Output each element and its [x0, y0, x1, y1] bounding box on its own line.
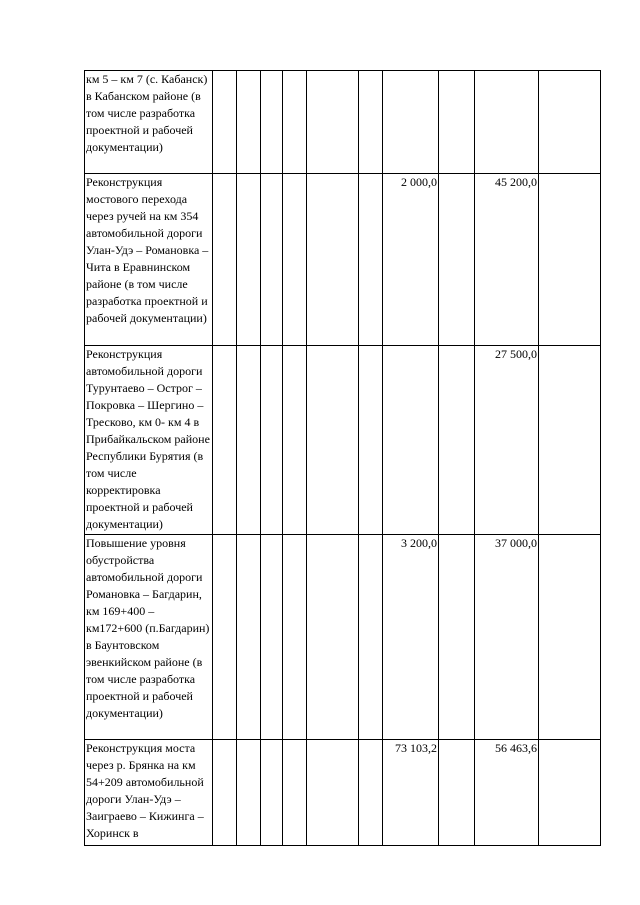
table-row — [85, 346, 601, 535]
empty-cell — [283, 71, 307, 174]
empty-cell — [359, 346, 383, 535]
empty-cell — [261, 740, 283, 846]
row-description: Повышение уровня обустройства автомобильной дороги Романовка – Багдарин, км 169+400 – км172+600 (п.Багдарин) в Баунтовском эвенкийском районе (в том числе разработка проектной и рабочей документации) — [85, 535, 213, 740]
empty-cell — [439, 346, 475, 535]
empty-cell — [237, 71, 261, 174]
empty-cell — [261, 535, 283, 740]
empty-cell — [213, 71, 237, 174]
row-description: Реконструкция моста через р. Брянка на км 54+209 автомобильной дороги Улан-Удэ – Заиграево – Кижинга – Хоринск в — [85, 740, 213, 846]
empty-cell — [307, 346, 359, 535]
empty-cell — [307, 174, 359, 346]
empty-cell — [307, 740, 359, 846]
empty-cell — [213, 740, 237, 846]
empty-cell — [539, 535, 601, 740]
empty-cell — [359, 174, 383, 346]
row-description: км 5 – км 7 (с. Кабанск) в Кабанском районе (в том числе разработка проектной и рабочей документации) — [85, 71, 213, 174]
empty-cell — [539, 71, 601, 174]
empty-cell — [307, 535, 359, 740]
empty-cell — [237, 740, 261, 846]
empty-cell — [539, 740, 601, 846]
amount-cell: 73 103,2 — [383, 740, 439, 846]
empty-cell — [439, 740, 475, 846]
empty-cell — [261, 346, 283, 535]
empty-cell — [439, 174, 475, 346]
budget-table — [84, 70, 601, 846]
amount-cell: 56 463,6 — [475, 740, 539, 846]
empty-cell — [359, 535, 383, 740]
empty-cell — [439, 71, 475, 174]
empty-cell — [359, 740, 383, 846]
empty-cell — [283, 174, 307, 346]
empty-cell — [237, 346, 261, 535]
empty-cell — [237, 174, 261, 346]
empty-cell — [359, 71, 383, 174]
row-description: Реконструкция мостового перехода через ручей на км 354 автомобильной дороги Улан-Удэ – Романовка – Чита в Еравнинском районе (в том числе разработка проектной и рабочей документации) — [85, 174, 213, 346]
amount-cell: 2 000,0 — [383, 174, 439, 346]
amount-cell — [383, 71, 439, 174]
amount-cell: 3 200,0 — [383, 535, 439, 740]
empty-cell — [213, 174, 237, 346]
amount-cell: 27 500,0 — [475, 346, 539, 535]
table-row — [85, 535, 601, 740]
row-description: Реконструкция автомобильной дороги Турунтаево – Острог – Покровка – Шергино – Тресково, км 0- км 4 в Прибайкальском районе Республики Бурятия (в том числе корректировка проектной и рабочей документации) — [85, 346, 213, 535]
empty-cell — [539, 346, 601, 535]
empty-cell — [261, 174, 283, 346]
empty-cell — [539, 174, 601, 346]
table-row — [85, 71, 601, 174]
empty-cell — [237, 535, 261, 740]
empty-cell — [261, 71, 283, 174]
amount-cell: 45 200,0 — [475, 174, 539, 346]
empty-cell — [439, 535, 475, 740]
empty-cell — [213, 346, 237, 535]
table-row — [85, 740, 601, 846]
empty-cell — [283, 740, 307, 846]
table-row — [85, 174, 601, 346]
amount-cell: 37 000,0 — [475, 535, 539, 740]
amount-cell — [475, 71, 539, 174]
empty-cell — [283, 346, 307, 535]
empty-cell — [283, 535, 307, 740]
empty-cell — [307, 71, 359, 174]
amount-cell — [383, 346, 439, 535]
empty-cell — [213, 535, 237, 740]
